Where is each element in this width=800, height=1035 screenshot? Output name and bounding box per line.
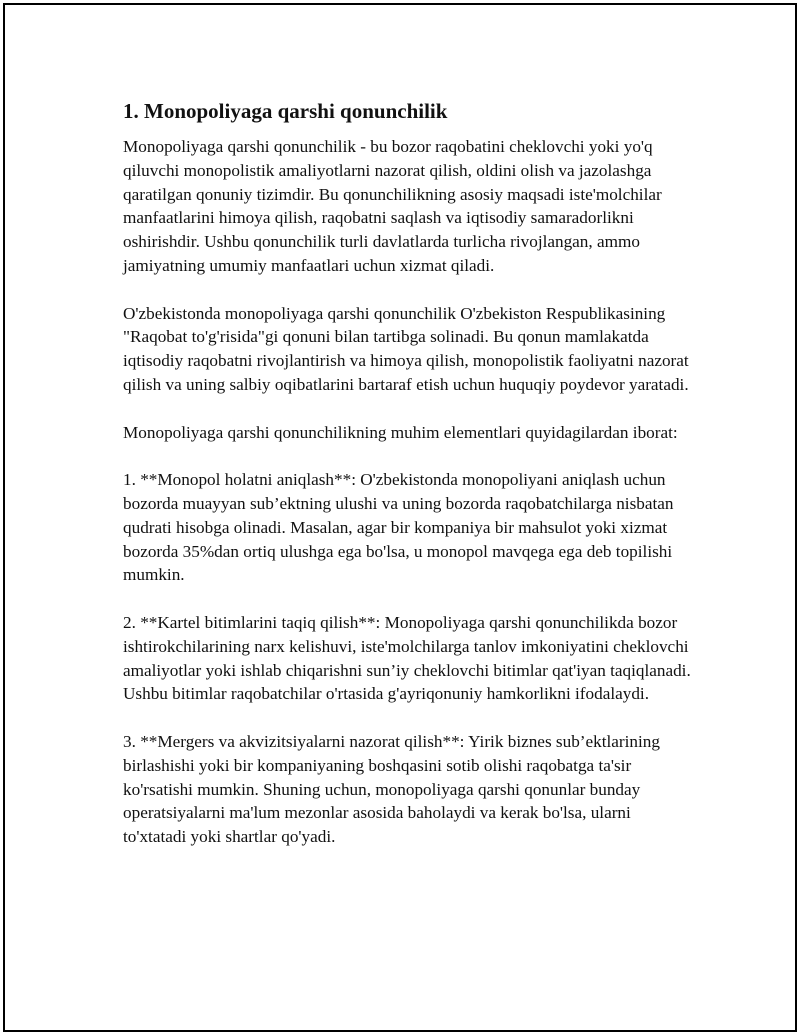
paragraph-uzbekistan-law: O'zbekistonda monopoliyaga qarshi qonunchilik O'zbekiston Respublikasining "Raqobat to'g'risida"gi qonuni bilan tartibga solinadi. Bu qonun mamlakatda iqtisodiy raqobatni rivojlantirish va himoya qilish, monopolistik faoliyatni nazorat qilish va uning salbiy oqibatlarini bartaraf etish uchun huquqiy poydevor yaratadi. <box>123 303 689 394</box>
document-title: 1. Monopoliyaga qarshi qonunchilik <box>123 99 448 123</box>
document-body <box>123 97 693 873</box>
list-item-mergers-control: 3. **Mergers va akvizitsiyalarni nazorat qilish**: Yirik biznes sub’ektlarining birlashishi yoki bir kompaniyaning boshqasini sotib olishi raqobatga ta'sir ko'rsatishi mumkin. Shuning uchun, monopoliyaga qarshi qonunlar bunday operatsiyalarni ma'lum mezonlar asosida baholaydi va kerak bo'lsa, ularni to'xtatadi yoki shartlar qo'yadi. <box>123 731 660 847</box>
paragraph-intro: Monopoliyaga qarshi qonunchilik - bu bozor raqobatini cheklovchi yoki yo'q qiluvchi monopolistik amaliyotlarni nazorat qilish, oldini olish va jazolashga qaratilgan qonuniy tizimdir. Bu qonunchilikning asosiy maqsadi iste'molchilar manfaatlarini himoya qilish, raqobatni saqlash va iqtisodiy samaradorlikni oshirishdir. Ushbu qonunchilik turli davlatlarda turlicha rivojlangan, ammo jamiyatning umumiy manfaatlari uchun xizmat qiladi. <box>123 137 662 275</box>
list-item-monopoly-detection: 1. **Monopol holatni aniqlash**: O'zbekistonda monopoliyani aniqlash uchun bozorda muayyan sub’ektning ulushi va uning bozorda raqobatchilarga nisbatan qudrati hisobga olinadi. Masalan, agar bir kompaniya bir mahsulot yoki xizmat bozorda 35%dan ortiq ulushga ega bo'lsa, u monopol mavqega ega deb topilishi mumkin. <box>123 470 674 585</box>
list-item-cartel-ban: 2. **Kartel bitimlarini taqiq qilish**: Monopoliyaga qarshi qonunchilikda bozor ishtirokchilarining narx kelishuvi, iste'molchilarga tanlov imkoniyatini cheklovchi amaliyotlar yoki ishlab chiqarishni sun’iy cheklovchi bitimlar qat'iyan taqiqlanadi. Ushbu bitimlar raqobatchilar o'rtasida g'ayriqonuniy hamkorlikni ifodalaydi. <box>123 612 691 704</box>
paragraph-elements-intro: Monopoliyaga qarshi qonunchilikning muhim elementlari quyidagilardan iborat: <box>123 422 678 442</box>
page-frame <box>3 3 797 1032</box>
